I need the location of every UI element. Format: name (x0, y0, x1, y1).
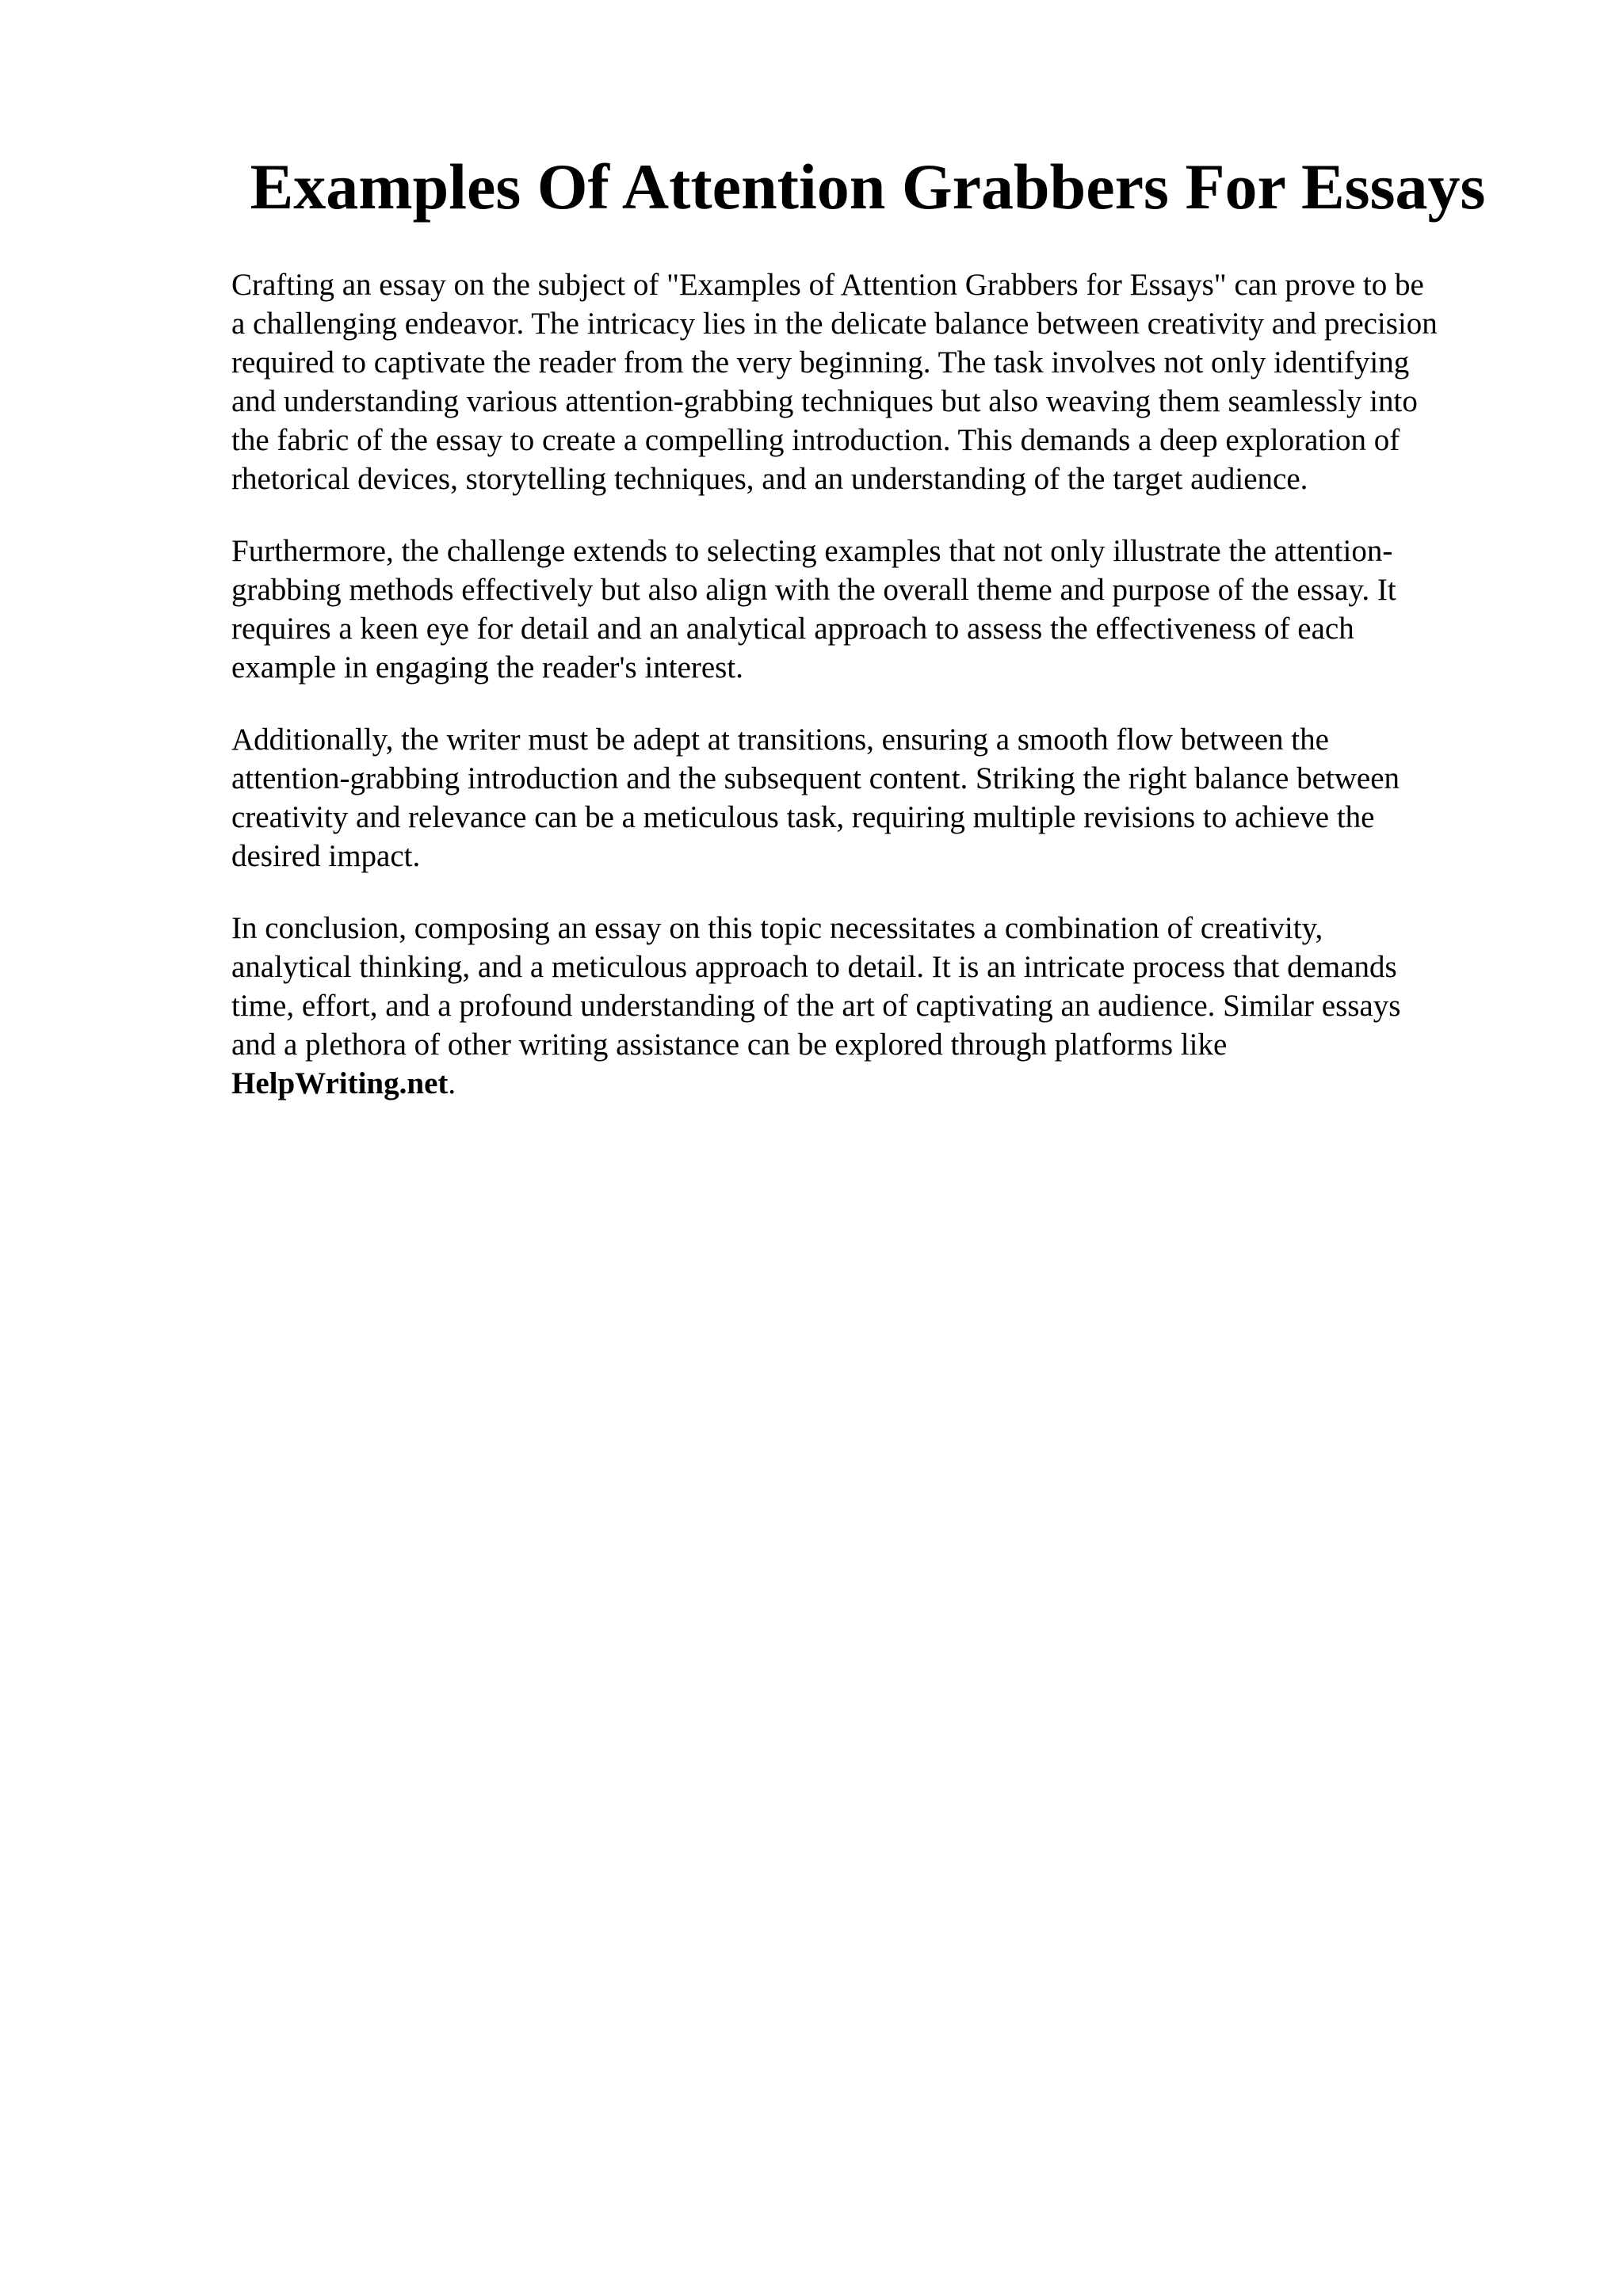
paragraph-line: desired impact. (231, 839, 421, 873)
paragraph-line: and understanding various attention-grabbing techniques but also weaving them seamlessly into (231, 384, 1418, 418)
paragraph-line: creativity and relevance can be a meticulous task, requiring multiple revisions to achieve the (231, 800, 1375, 834)
paragraph-4 (231, 909, 1531, 1103)
trailing-period: . (448, 1066, 456, 1100)
paragraph-line: Furthermore, the challenge extends to selecting examples that not only illustrate the attention- (231, 534, 1393, 568)
paragraph-line: a challenging endeavor. The intricacy lies in the delicate balance between creativity and precision (231, 307, 1438, 341)
paragraph-line: and a plethora of other writing assistance can be explored through platforms like (231, 1028, 1228, 1062)
paragraph-1 (231, 265, 1531, 498)
helpwriting-link[interactable]: HelpWriting.net (231, 1066, 449, 1100)
paragraph-line: analytical thinking, and a meticulous approach to detail. It is an intricate process that demands (231, 950, 1397, 984)
document-title: Examples Of Attention Grabbers For Essays (250, 151, 1486, 223)
paragraph-line: requires a keen eye for detail and an analytical approach to assess the effectiveness of each (231, 612, 1354, 646)
paragraph-line: In conclusion, composing an essay on this topic necessitates a combination of creativity, (231, 911, 1323, 945)
paragraph-line: Additionally, the writer must be adept at transitions, ensuring a smooth flow between the (231, 723, 1329, 757)
paragraph-line: the fabric of the essay to create a compelling introduction. This demands a deep exploration of (231, 423, 1400, 457)
paragraph-line: example in engaging the reader's interest. (231, 650, 743, 685)
paragraph-line: attention-grabbing introduction and the subsequent content. Striking the right balance between (231, 761, 1400, 795)
paragraph-last-line (231, 1064, 1531, 1103)
paragraph-2 (231, 532, 1531, 687)
document-body (231, 265, 1531, 1136)
paragraph-line: grabbing methods effectively but also align with the overall theme and purpose of the essay. It (231, 573, 1396, 607)
paragraph-line: required to captivate the reader from the very beginning. The task involves not only identifying (231, 345, 1410, 379)
paragraph-line: rhetorical devices, storytelling techniques, and an understanding of the target audience. (231, 462, 1308, 496)
paragraph-line: Crafting an essay on the subject of "Examples of Attention Grabbers for Essays" can prove to be (231, 268, 1424, 302)
paragraph-line: time, effort, and a profound understanding of the art of captivating an audience. Similar essays (231, 989, 1401, 1023)
paragraph-3 (231, 720, 1531, 875)
